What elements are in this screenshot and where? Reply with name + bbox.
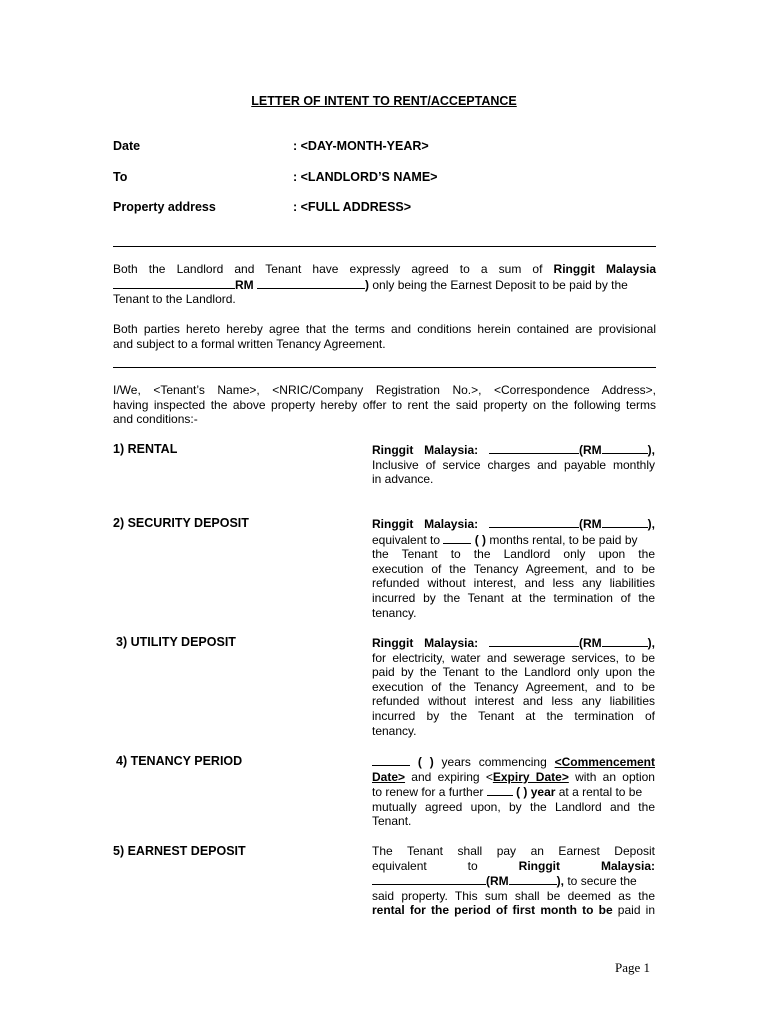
section-line: (RM ), to secure the <box>372 873 655 889</box>
section-line: tenancy. <box>372 723 417 738</box>
section-security-body <box>372 516 655 620</box>
section-line: rental for the period of first month to be paid in <box>372 903 655 918</box>
section-line: incurred by the Tenant at the termination of <box>372 708 655 723</box>
section-line: execution of the Tenancy Agreement, and to be <box>372 561 655 576</box>
amount-line: Ringgit Malaysia: (RM ), <box>372 517 655 531</box>
section-line: Date> and expiring <Expiry Date> with an option <box>372 769 655 784</box>
provisional-terms-paragraph <box>113 322 656 351</box>
section-line: incurred by the Tenant at the termination of the <box>372 590 655 605</box>
section-line: equivalent to ( ) months rental, to be paid by <box>372 532 638 547</box>
paragraph-line: Tenant to the Landlord. <box>113 292 236 307</box>
section-earnest-body <box>372 844 655 918</box>
date-label: Date <box>113 139 141 153</box>
section-line: ( ) years commencing <Commencement <box>372 754 655 770</box>
amount-line: Ringgit Malaysia: (RM ), <box>372 443 655 457</box>
section-line: Inclusive of service charges and payable monthly <box>372 457 655 472</box>
address-value: : <FULL ADDRESS> <box>293 200 412 214</box>
blank-field <box>113 277 235 289</box>
divider-line <box>113 246 656 247</box>
divider-line <box>113 367 656 368</box>
section-utility-body <box>372 635 655 738</box>
section-tenancy-body <box>372 754 655 829</box>
blank-field <box>257 277 365 289</box>
section-earnest-label: 5) EARNEST DEPOSIT <box>113 844 246 858</box>
page-number: Page 1 <box>615 960 651 975</box>
paragraph-line: and subject to a formal written Tenancy Agreement. <box>113 336 386 351</box>
section-line: for electricity, water and sewerage services, to be <box>372 650 655 665</box>
section-line: in advance. <box>372 472 434 487</box>
to-label: To <box>113 170 128 184</box>
section-tenancy-label: 4) TENANCY PERIOD <box>116 754 243 768</box>
section-line: said property. This sum shall be deemed as the <box>372 888 655 903</box>
paragraph-line: having inspected the above property hereby offer to rent the said property on the following terms <box>113 397 656 412</box>
section-rental-label: 1) RENTAL <box>113 442 178 456</box>
paragraph-line: I/We, <Tenant’s Name>, <NRIC/Company Registration No.>, <Correspondence Address>, <box>113 383 656 397</box>
paragraph-line: Both parties hereto hereby agree that the terms and conditions herein contained are provisional <box>113 322 656 336</box>
amount-line: Ringgit Malaysia: (RM ), <box>372 636 655 650</box>
section-security-label: 2) SECURITY DEPOSIT <box>113 516 249 530</box>
section-line: mutually agreed upon, by the Landlord and the <box>372 799 655 814</box>
section-line: to renew for a further ( ) year at a rental to be <box>372 785 643 800</box>
address-label: Property address <box>113 200 216 214</box>
paragraph-line: Both the Landlord and Tenant have expressly agreed to a sum of Ringgit Malaysia <box>113 262 657 276</box>
section-line: tenancy. <box>372 605 417 620</box>
section-line: the Tenant to the Landlord only upon the <box>372 547 655 562</box>
section-line: Tenant. <box>372 814 412 829</box>
section-utility-label: 3) UTILITY DEPOSIT <box>116 635 236 649</box>
section-line: paid by the Tenant to the Landlord only upon the <box>372 665 655 680</box>
section-line: The Tenant shall pay an Earnest Deposit <box>372 844 655 858</box>
section-line: refunded without interest, and less any liabilities <box>372 576 655 591</box>
paragraph-line: RM ) only being the Earnest Deposit to be paid by the <box>113 277 656 293</box>
date-value: : <DAY-MONTH-YEAR> <box>293 139 429 153</box>
tenant-offer-paragraph <box>113 383 656 427</box>
paragraph-line: and conditions:- <box>113 412 198 427</box>
section-line: equivalent to Ringgit Malaysia: <box>372 858 655 873</box>
section-line: execution of the Tenancy Agreement, and to be <box>372 679 655 694</box>
section-line: refunded without interest and less any liabilities <box>372 694 655 709</box>
earnest-agreement-paragraph <box>113 262 656 307</box>
section-rental-body <box>372 442 655 487</box>
to-value: : <LANDLORD’S NAME> <box>293 170 438 184</box>
document-title: LETTER OF INTENT TO RENT/ACCEPTANCE <box>251 94 517 108</box>
